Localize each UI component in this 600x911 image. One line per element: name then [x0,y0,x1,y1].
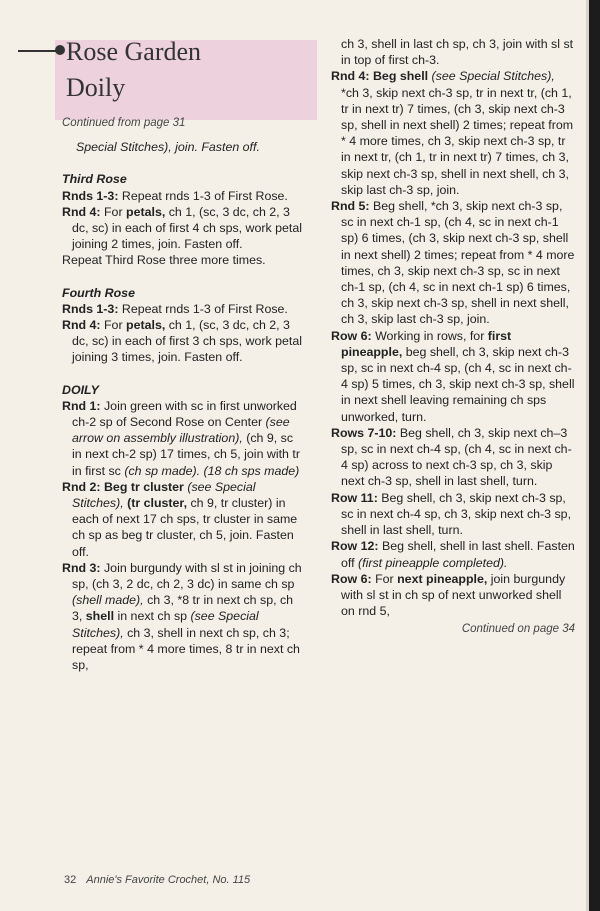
continued-on: Continued on page 34 [461,623,575,636]
title-line-2: Doily [66,73,126,102]
right-column [331,36,575,638]
continued-from: Continued from page 31 [62,117,186,129]
instruction: Rnds 1-3: Repeat rnds 1-3 of First Rose. [62,301,288,316]
instruction: Rnd 2: Beg tr cluster (see Special Stitches), (tr cluster, ch 9, tr cluster) in each of next 17 ch sps, tr cluster in same ch sp as beg tr cluster, ch 5, join. Fasten off. [62,479,298,559]
instruction: Rnd 4: For petals, ch 1, (sc, 3 dc, ch 2, 3 dc, sc) in each of first 4 ch sps, work petal joining 2 times, join. Fasten off. [62,204,303,252]
title-line-1: Rose Garden [66,37,202,66]
instruction: Row 12: Beg shell, shell in last shell. Fasten off (first pineapple completed). [331,539,575,570]
title-rule [18,50,56,52]
instruction: Rnd 4: For petals, ch 1, (sc, 3 dc, ch 2, 3 dc, sc) in each of first 3 ch sps, work petal joining 3 times, join. Fasten off. [62,318,303,365]
instruction: Rnd 4: Beg shell (see Special Stitches), *ch 3, skip next ch-3 sp, tr in next tr, (ch 1, tr in next tr) 7 times, (ch 3, skip next ch-3 sp, shell in next shell) 2 times; repeat from * 4 more times, ch 3, skip next ch-3 sp, tr in next tr, (ch 1, tr in next tr) 7 times, ch 3, skip next ch-3 sp, shell in next shell, ch 3, skip last ch-3 sp, join. [331,69,574,197]
repeat-note: Repeat Third Rose three more times. [62,253,266,268]
publication-name: Annie's Favorite Crochet, No. 115 [86,874,251,886]
intro-text: Special Stitches), join. Fasten off. [76,140,260,155]
instruction: Rnd 1: Join green with sc in first unworked ch-2 sp of Second Rose on Center (see arrow on assembly illustration), (ch 9, sc in next ch-2 sp) 17 times, ch 5, join with tr in first sc (ch sp made). (18 ch sps made) [62,398,300,478]
page-footer [64,874,250,886]
page-number: 32 [64,874,77,886]
doily-heading: DOILY [62,382,99,397]
instruction: Rnds 1-3: Repeat rnds 1-3 of First Rose. [62,188,288,203]
fourth-rose-heading: Fourth Rose [62,285,135,300]
page-edge [586,0,600,911]
pattern-title [66,34,316,106]
instruction: Row 6: For next pineapple, join burgundy with sl st in ch sp of next unworked shell on rnd 5, [331,571,566,619]
instruction: Rnd 3: Join burgundy with sl st in joining ch sp, (ch 3, 2 dc, ch 2, 3 dc) in same ch sp (shell made), ch 3, *8 tr in next ch sp, ch 3, shell in next ch sp (see Special Stitches), ch 3, shell in next ch sp, ch 3; repeat from * 4 more times, 8 tr in next ch sp, [62,560,302,673]
left-column [62,115,302,673]
instruction: Row 11: Beg shell, ch 3, skip next ch-3 sp, sc in next ch-4 sp, ch 3, skip next ch-3 sp, shell in last shell, turn. [331,490,572,538]
third-rose-heading: Third Rose [62,172,127,187]
instruction: Rows 7-10: Beg shell, ch 3, skip next ch–3 sp, sc in next ch-4 sp, (ch 4, sc in next ch-4 sp) across to next ch-3 sp, ch 3, skip next ch-3 sp, shell in last shell, turn. [331,425,572,489]
instruction: Row 6: Working in rows, for first pineapple, beg shell, ch 3, skip next ch-3 sp, sc in next ch-4 sp, (ch 4, sc in next ch-4 sp) 5 times, ch 3, skip next ch-3 sp, shell in next shell leaving remaining ch sps unworked, turn. [331,328,575,424]
instruction: Rnd 5: Beg shell, *ch 3, skip next ch-3 sp, sc in next ch-1 sp, (ch 4, sc in next ch-1 sp) 6 times, (ch 3, skip next ch-3 sp, shell in next shell) 2 times; repeat from * 4 more times, ch 3, skip next ch-3 sp, sc in next ch-1 sp, (ch 4, sc in next ch-1 sp) 6 times, ch 3, skip next ch-3 sp, shell in next shell, ch 3, skip last ch-3 sp, join. [331,199,575,327]
instruction-continued: ch 3, shell in last ch sp, ch 3, join with sl st in top of first ch-3. [341,37,574,68]
bullet-icon [55,45,65,55]
